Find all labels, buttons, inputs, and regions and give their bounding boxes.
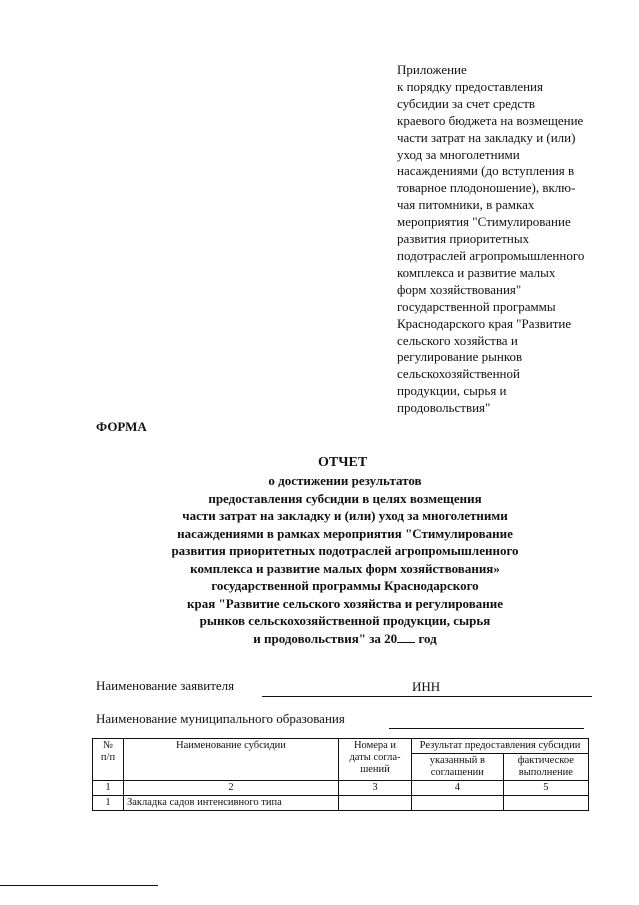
- appendix-line: сельскохозяйственной: [397, 366, 520, 382]
- row-name: Закладка садов интенсивного типа: [124, 796, 339, 811]
- results-table: [92, 738, 589, 811]
- year-blank[interactable]: [397, 630, 415, 643]
- appendix-note: [397, 62, 627, 417]
- report-line: края "Развитие сельского хозяйства и регулирование: [186, 595, 504, 611]
- header-num-text: № п/п: [100, 740, 116, 763]
- table-row: [93, 796, 589, 811]
- report-last-suffix: год: [415, 630, 437, 646]
- inn-label: ИНН: [412, 679, 441, 694]
- report-line: предоставления субсидии в целях возмещения: [208, 490, 482, 506]
- appendix-line: к порядку предоставления: [397, 78, 543, 94]
- appendix-line: продовольствия": [397, 400, 491, 416]
- header-agreement: Номера и даты согла-шений: [339, 739, 412, 781]
- header-result: Результат предоставления субсидии: [412, 739, 589, 754]
- index-cell: 2: [124, 781, 339, 796]
- report-last-prefix: и продовольствия" за 20: [253, 630, 398, 646]
- table-index-row: [93, 781, 589, 796]
- appendix-line: товарное плодоношение), вклю-: [397, 180, 576, 196]
- appendix-line: регулирование рынков: [397, 349, 523, 365]
- footnote-separator: [0, 885, 158, 886]
- header-subsidy-name: Наименование субсидии: [124, 739, 339, 781]
- appendix-line: продукции, сырья и: [397, 383, 507, 399]
- table-header-row: [93, 739, 589, 754]
- applicant-field[interactable]: [262, 696, 592, 697]
- applicant-label: Наименование заявителя: [96, 678, 235, 693]
- appendix-line: Краснодарского края "Развитие: [397, 315, 572, 331]
- index-cell: 1: [93, 781, 124, 796]
- appendix-line: мероприятия "Стимулирование: [397, 214, 571, 230]
- row-agreement[interactable]: [339, 796, 412, 811]
- index-cell: 3: [339, 781, 412, 796]
- appendix-line: насаждениями (до вступления в: [397, 163, 575, 179]
- header-planned: указанный в соглашении: [412, 754, 504, 781]
- form-label: ФОРМА: [96, 419, 147, 434]
- appendix-line: сельского хозяйства и: [397, 332, 518, 348]
- report-last-line: [120, 630, 570, 648]
- appendix-line: развития приоритетных: [397, 231, 530, 247]
- appendix-line: Приложение: [397, 62, 467, 77]
- municipality-label: Наименование муниципального образования: [96, 711, 345, 726]
- appendix-line: краевого бюджета на возмещение: [397, 112, 584, 128]
- header-num: [93, 739, 124, 781]
- appendix-line: части затрат на закладку и (или): [397, 129, 576, 145]
- appendix-line: чая питомники, в рамках: [397, 197, 535, 213]
- municipality-field[interactable]: [389, 728, 584, 729]
- report-line: насаждениями в рамках мероприятия "Стимулирование: [177, 525, 513, 541]
- row-num: 1: [93, 796, 124, 811]
- report-subtitle: [120, 472, 570, 647]
- appendix-line: подотраслей агропромышленного: [397, 247, 585, 263]
- index-cell: 4: [412, 781, 504, 796]
- index-cell: 5: [503, 781, 588, 796]
- appendix-line: комплекса и развитие малых: [397, 264, 556, 280]
- report-title: ОТЧЕТ: [318, 455, 368, 470]
- report-line: рынков сельскохозяйственной продукции, сырья: [199, 613, 491, 628]
- report-line: государственной программы Краснодарского: [211, 578, 479, 593]
- appendix-line: субсидии за счет средств: [397, 95, 536, 111]
- appendix-line: уход за многолетними: [397, 146, 520, 162]
- report-line: комплекса и развитие малых форм хозяйствования»: [190, 560, 500, 576]
- report-line: части затрат на закладку и (или) уход за многолетними: [182, 508, 508, 523]
- appendix-line: государственной программы: [397, 298, 556, 314]
- report-line: о достижении результатов: [268, 473, 422, 488]
- row-actual[interactable]: [503, 796, 588, 811]
- header-actual: фактическое выполнение: [503, 754, 588, 781]
- report-line: развития приоритетных подотраслей агропромышленного: [171, 543, 519, 558]
- appendix-line: форм хозяйствования": [397, 281, 522, 297]
- row-planned[interactable]: [412, 796, 504, 811]
